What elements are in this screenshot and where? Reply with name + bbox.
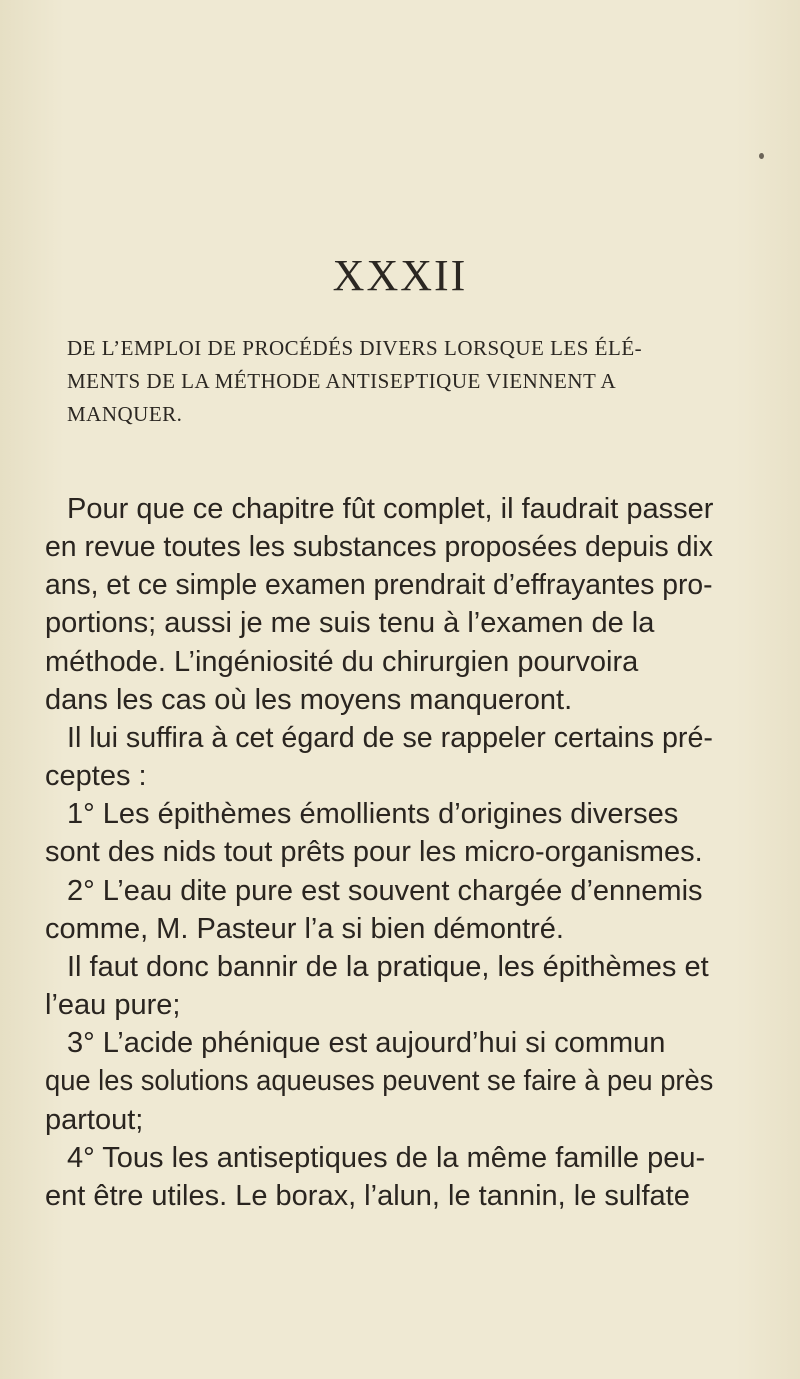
ink-speck [759, 153, 764, 159]
text-line: Il faut donc bannir de la pratique, les épithèmes et [67, 951, 709, 983]
text-line: 2° L’eau dite pure est souvent chargée d’ennemis [67, 875, 703, 907]
chapter-title-line-1: DE L’EMPLOI DE PROCÉDÉS DIVERS LORSQUE LES ÉLÉ- [67, 336, 643, 360]
text-line: ent être utiles. Le borax, l’alun, le tannin, le sulfate [45, 1180, 690, 1212]
text-line: dans les cas où les moyens manqueront. [45, 684, 573, 716]
text-line: sont des nids tout prêts pour les micro-organismes. [45, 836, 703, 868]
text-line: portions; aussi je me suis tenu à l’examen de la [45, 607, 655, 639]
text-line: Pour que ce chapitre fût complet, il faudrait passer [67, 493, 714, 525]
text-line: l’eau pure; [45, 989, 181, 1021]
text-line: ceptes : [45, 760, 147, 792]
chapter-number: XXXII [332, 251, 468, 300]
text-line: méthode. L’ingéniosité du chirurgien pourvoira [45, 646, 639, 678]
text-line: 1° Les épithèmes émollients d’origines diverses [67, 798, 679, 830]
chapter-title-line-3: MANQUER. [67, 402, 183, 426]
text-line: partout; [45, 1104, 144, 1136]
text-line: Il lui suffira à cet égard de se rappeler certains pré- [67, 722, 713, 754]
text-line: 3° L’acide phénique est aujourd’hui si commun [67, 1027, 666, 1059]
text-line: comme, M. Pasteur l’a si bien démontré. [45, 913, 564, 945]
chapter-title-line-2: MENTS DE LA MÉTHODE ANTISEPTIQUE VIENNENT A [67, 369, 617, 393]
text-line: ans, et ce simple examen prendrait d’effrayantes pro- [45, 569, 713, 601]
text-line: en revue toutes les substances proposées depuis dix [45, 531, 713, 563]
text-line: que les solutions aqueuses peuvent se faire à peu près [45, 1065, 714, 1097]
text-line: 4° Tous les antiseptiques de la même famille peu- [67, 1142, 706, 1174]
